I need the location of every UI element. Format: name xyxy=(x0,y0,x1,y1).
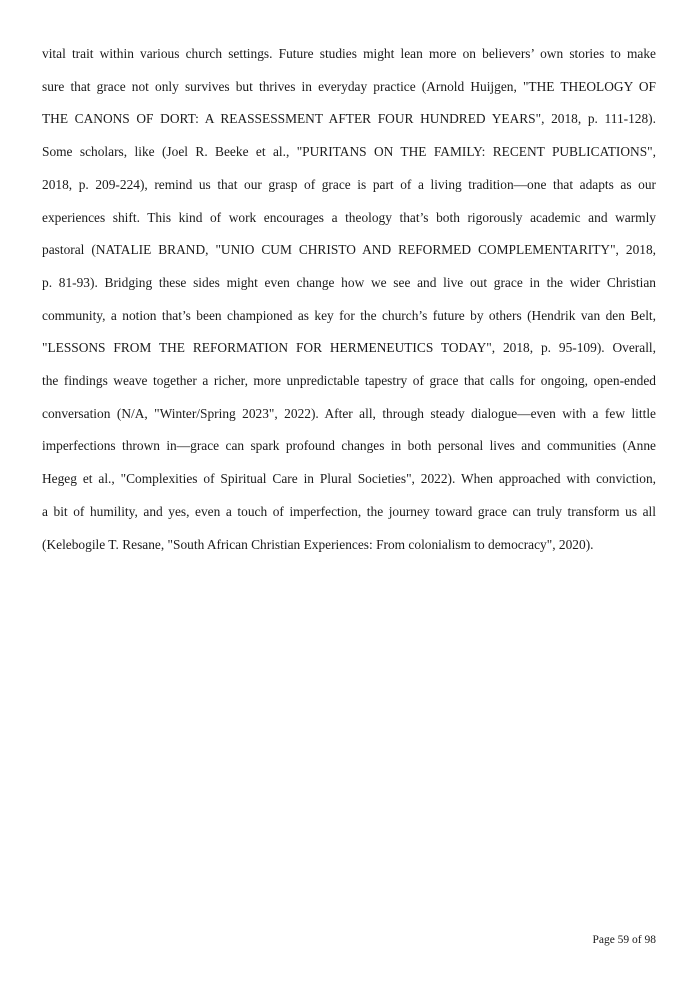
text-line: Hegeg et al., "Complexities of Spiritual Care in Plural Societies", 2022). When approached with conviction, xyxy=(42,471,656,487)
text-line: "LESSONS FROM THE REFORMATION FOR HERMENEUTICS TODAY", 2018, p. 95-109). Overall, xyxy=(42,340,656,356)
text-line: community, a notion that’s been championed as key for the church’s future by others (Hendrik van den Belt, xyxy=(42,307,656,323)
page-number: Page 59 of 98 xyxy=(592,934,656,946)
body-paragraph xyxy=(42,38,656,561)
text-line: pastoral (NATALIE BRAND, "UNIO CUM CHRISTO AND REFORMED COMPLEMENTARITY", 2018, xyxy=(42,242,656,258)
text-line: Some scholars, like (Joel R. Beeke et al., "PURITANS ON THE FAMILY: RECENT PUBLICATIONS", xyxy=(42,144,656,160)
text-line: conversation (N/A, "Winter/Spring 2023", 2022). After all, through steady dialogue—even with a few little xyxy=(42,405,656,421)
text-line: p. 81-93). Bridging these sides might even change how we see and live out grace in the wider Christian xyxy=(42,274,656,290)
text-line: THE CANONS OF DORT: A REASSESSMENT AFTER FOUR HUNDRED YEARS", 2018, p. 111-128). xyxy=(42,111,656,127)
text-line: experiences shift. This kind of work encourages a theology that’s both rigorously academic and warmly xyxy=(42,209,656,225)
text-line: imperfections thrown in—grace can spark profound changes in both personal lives and communities (Anne xyxy=(42,438,656,454)
text-line: sure that grace not only survives but thrives in everyday practice (Arnold Huijgen, "THE THEOLOGY OF xyxy=(42,78,656,94)
text-line: a bit of humility, and yes, even a touch of imperfection, the journey toward grace can truly transform us all xyxy=(42,503,656,519)
text-line: the findings weave together a richer, more unpredictable tapestry of grace that calls for ongoing, open-ended xyxy=(42,373,656,389)
text-line-last: (Kelebogile T. Resane, "South African Christian Experiences: From colonialism to democracy", 2020). xyxy=(42,536,594,552)
text-line: 2018, p. 209-224), remind us that our grasp of grace is part of a living tradition—one that adapts as our xyxy=(42,176,656,192)
text-line: vital trait within various church settings. Future studies might lean more on believers’ own stories to make xyxy=(42,46,656,61)
